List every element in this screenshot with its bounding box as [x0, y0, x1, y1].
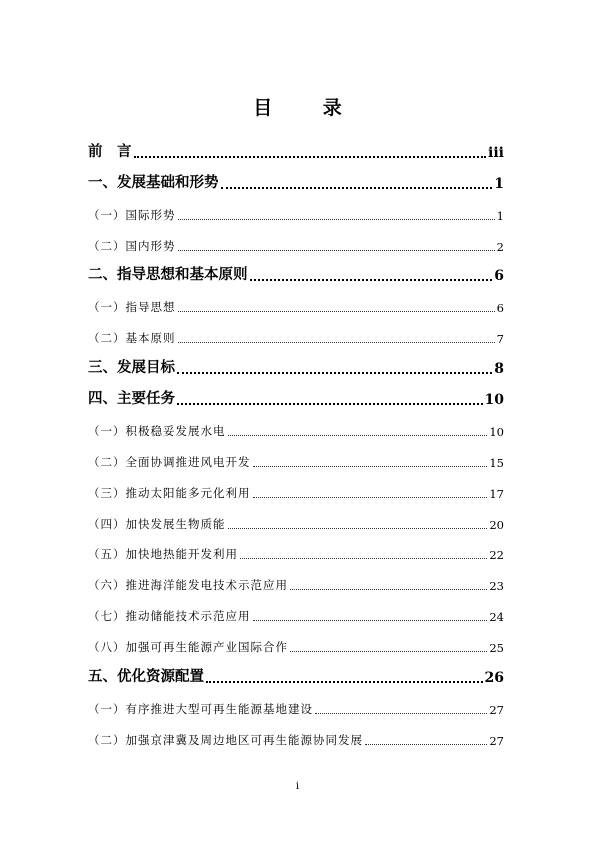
toc-dot-leader [178, 219, 495, 220]
toc-entry-label: （二）国内形势 [88, 238, 176, 253]
toc-entry-label: （二）加强京津冀及周边地区可再生能源协同发展 [88, 732, 363, 747]
table-of-contents [88, 136, 504, 754]
toc-dot-leader [178, 250, 495, 251]
toc-section-entry[interactable] [88, 507, 504, 538]
toc-chapter-entry[interactable] [88, 383, 504, 414]
toc-dot-leader [250, 279, 493, 281]
toc-section-entry[interactable] [88, 321, 504, 352]
toc-dot-leader [206, 681, 483, 683]
toc-entry-page-number: 17 [489, 486, 504, 501]
toc-section-entry[interactable] [88, 692, 504, 723]
toc-section-entry[interactable] [88, 414, 504, 445]
toc-section-entry[interactable] [88, 568, 504, 599]
toc-entry-page-number: 2 [496, 239, 504, 254]
toc-entry-label: （二）基本原则 [88, 331, 176, 346]
toc-section-entry[interactable] [88, 538, 504, 569]
toc-entry-label: （二）全面协调推进风电开发 [88, 454, 251, 469]
toc-entry-page-number: 27 [489, 702, 504, 717]
toc-entry-page-number: 8 [494, 361, 504, 378]
page-title: 目 录 [253, 97, 364, 119]
toc-entry-page-number: 10 [484, 392, 504, 409]
toc-chapter-entry[interactable] [88, 167, 504, 198]
toc-entry-page-number: 20 [489, 517, 504, 532]
toc-dot-leader [253, 497, 488, 498]
toc-entry-page-number: 10 [489, 424, 504, 439]
toc-entry-label: 二、指导思想和基本原则 [88, 267, 248, 284]
toc-entry-page-number: iii [488, 144, 504, 161]
toc-entry-label: （四）加快发展生物质能 [88, 516, 226, 531]
toc-section-entry[interactable] [88, 630, 504, 661]
toc-dot-leader [178, 311, 495, 312]
toc-section-entry[interactable] [88, 198, 504, 229]
toc-dot-leader [253, 620, 488, 621]
page-number: i [295, 781, 300, 792]
toc-entry-label: （一）有序推进大型可再生能源基地建设 [88, 701, 313, 716]
toc-dot-leader [240, 558, 487, 559]
toc-dot-leader [290, 589, 487, 590]
toc-dot-leader [253, 466, 488, 467]
toc-entry-page-number: 22 [489, 548, 504, 563]
toc-dot-leader [228, 435, 488, 436]
toc-entry-label: （七）推动储能技术示范应用 [88, 609, 251, 624]
toc-chapter-entry[interactable] [88, 260, 504, 291]
toc-dot-leader [178, 342, 495, 343]
toc-entry-label: （三）推动太阳能多元化利用 [88, 485, 251, 500]
toc-chapter-entry[interactable] [88, 352, 504, 383]
toc-section-entry[interactable] [88, 476, 504, 507]
toc-dot-leader [134, 156, 487, 158]
toc-section-entry[interactable] [88, 229, 504, 260]
toc-section-entry[interactable] [88, 599, 504, 630]
toc-entry-page-number: 25 [489, 641, 504, 656]
toc-entry-label: 前 言 [88, 143, 132, 160]
toc-entry-page-number: 7 [496, 332, 504, 347]
toc-entry-label: （一）国际形势 [88, 207, 176, 222]
toc-entry-label: （八）加强可再生能源产业国际合作 [88, 640, 288, 655]
toc-entry-page-number: 26 [484, 670, 504, 687]
toc-entry-page-number: 6 [494, 268, 504, 285]
toc-entry-page-number: 15 [489, 455, 504, 470]
toc-dot-leader [177, 403, 483, 405]
toc-entry-page-number: 24 [489, 610, 504, 625]
toc-entry-label: （一）积极稳妥发展水电 [88, 423, 226, 438]
toc-entry-page-number: 27 [489, 733, 504, 748]
toc-entry-page-number: 1 [494, 175, 504, 192]
toc-entry-page-number: 1 [496, 208, 504, 223]
toc-entry-page-number: 6 [496, 301, 504, 316]
toc-entry-page-number: 23 [489, 579, 504, 594]
toc-entry-label: （一）指导思想 [88, 300, 176, 315]
toc-dot-leader [290, 651, 487, 652]
toc-section-entry[interactable] [88, 445, 504, 476]
toc-chapter-entry[interactable] [88, 661, 504, 692]
toc-section-entry[interactable] [88, 290, 504, 321]
toc-entry-label: 四、主要任务 [88, 391, 175, 408]
toc-dot-leader [365, 744, 487, 745]
toc-entry-label: （六）推进海洋能发电技术示范应用 [88, 578, 288, 593]
toc-entry-label: 一、发展基础和形势 [88, 174, 219, 191]
toc-dot-leader [315, 713, 487, 714]
toc-dot-leader [177, 372, 492, 374]
toc-entry-label: （五）加快地热能开发利用 [88, 547, 238, 562]
toc-entry-label: 五、优化资源配置 [88, 669, 204, 686]
toc-dot-leader [228, 528, 488, 529]
toc-chapter-entry[interactable] [88, 136, 504, 167]
toc-section-entry[interactable] [88, 723, 504, 754]
toc-entry-label: 三、发展目标 [88, 360, 175, 377]
toc-dot-leader [221, 187, 493, 189]
